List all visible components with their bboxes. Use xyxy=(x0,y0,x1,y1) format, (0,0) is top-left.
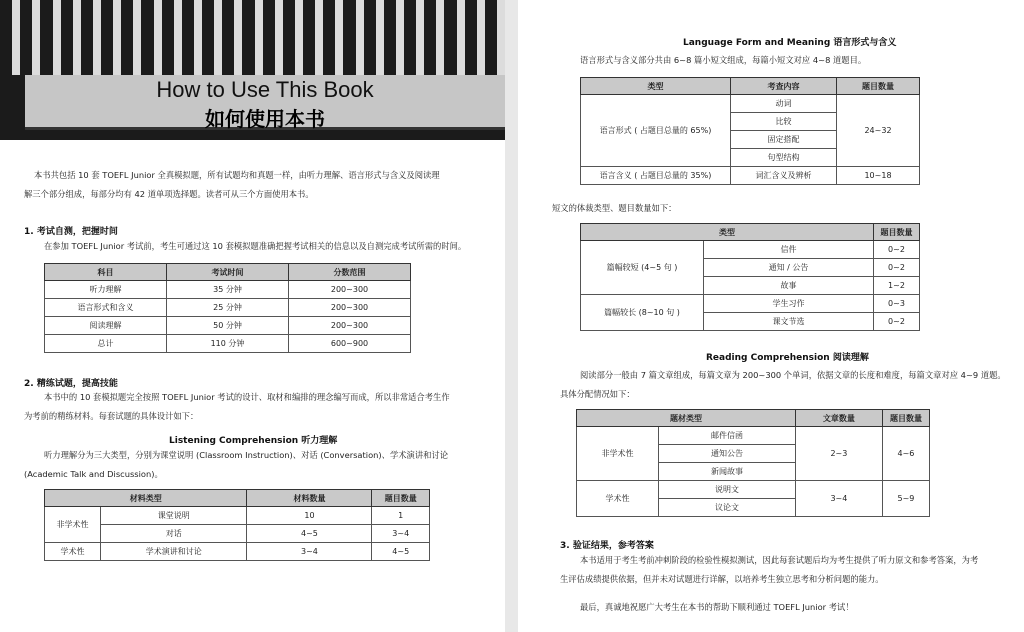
table-cell: 篇幅较短 (4~5 句 ) xyxy=(581,241,704,295)
listening-text: 听力理解分为三大类型，分别为课堂说明 (Classroom Instruction)、对话 (Conversation)、学术演讲和讨论 (Academic Talk and Discussion)。 xyxy=(24,450,449,479)
banner-stripes xyxy=(0,0,505,75)
table-cell: 4~5 xyxy=(247,525,372,543)
table-header: 考试时间 xyxy=(167,264,289,281)
table-cell: 动词 xyxy=(731,95,837,113)
language-form-table xyxy=(580,77,920,185)
table-cell: 50 分钟 xyxy=(167,317,289,335)
lfm-title: Language Form and Meaning 语言形式与含义 xyxy=(683,38,897,48)
table-cell: 非学术性 xyxy=(45,507,101,543)
table-row xyxy=(45,543,430,561)
reading-text: 阅读部分一般由 7 篇文章组成，每篇文章为 200~300 个单词，依据文章的长度和难度，每篇文章对应 4~9 道题。 具体分配情况如下： xyxy=(560,370,1006,399)
table-cell: 3~4 xyxy=(372,525,430,543)
table-cell: 10 xyxy=(247,507,372,525)
closing-text: 最后，真诚地祝愿广大考生在本书的帮助下顺利通过 TOEFL Junior 考试！ xyxy=(580,602,854,612)
table-cell: 200~300 xyxy=(289,281,411,299)
table-cell: 通知 / 公告 xyxy=(704,259,874,277)
section3-text: 本书适用于考生考前冲刺阶段的检验性模拟测试，因此每套试题后均为考生提供了听力原文和参考答案，为考 生评估成绩提供依据，但并未对试题进行详解，以培养考生独立思考和分析问题的能力。 xyxy=(560,555,979,584)
table-cell: 总计 xyxy=(45,335,167,353)
exam-time-table xyxy=(44,263,411,353)
book-title-en: How to Use This Book xyxy=(156,77,374,102)
table-header: 题目数量 xyxy=(837,78,920,95)
listening-title: Listening Comprehension 听力理解 xyxy=(169,436,338,446)
table-header: 题目数量 xyxy=(882,410,929,427)
table-cell: 阅读理解 xyxy=(45,317,167,335)
table-cell: 2~3 xyxy=(795,427,882,481)
table-cell: 说明文 xyxy=(659,481,796,499)
table-cell: 4~5 xyxy=(372,543,430,561)
genre-caption: 短文的体裁类型、题目数量如下： xyxy=(552,203,677,213)
table-cell: 200~300 xyxy=(289,317,411,335)
table-cell: 学术演讲和讨论 xyxy=(101,543,247,561)
table-cell: 学术性 xyxy=(45,543,101,561)
table-cell: 10~18 xyxy=(837,167,920,185)
table-header: 类型 xyxy=(581,78,731,95)
table-cell: 学生习作 xyxy=(704,295,874,313)
book-title-cn: 如何使用本书 xyxy=(205,107,325,131)
listening-table xyxy=(44,489,430,561)
table-row xyxy=(577,481,930,499)
table-cell: 200~300 xyxy=(289,299,411,317)
table-cell: 课文节选 xyxy=(704,313,874,331)
table-row xyxy=(581,295,920,313)
table-row xyxy=(581,241,920,259)
table-row xyxy=(581,167,920,185)
table-cell: 4~6 xyxy=(882,427,929,481)
table-row xyxy=(45,281,411,299)
table-row xyxy=(45,335,411,353)
section3-heading: 3. 验证结果，参考答案 xyxy=(560,541,654,551)
table-cell: 5~9 xyxy=(882,481,929,517)
table-header: 科目 xyxy=(45,264,167,281)
table-header: 考查内容 xyxy=(731,78,837,95)
table-header: 题目数量 xyxy=(372,490,430,507)
table-header: 文章数量 xyxy=(795,410,882,427)
table-cell: 25 分钟 xyxy=(167,299,289,317)
right-page xyxy=(518,0,1024,632)
table-header: 材料类型 xyxy=(45,490,247,507)
table-cell: 语言形式 ( 占题目总量的 65%) xyxy=(581,95,731,167)
table-cell: 听力理解 xyxy=(45,281,167,299)
title-bar xyxy=(25,75,505,130)
table-row xyxy=(577,427,930,445)
table-cell: 0~2 xyxy=(874,259,920,277)
table-cell: 3~4 xyxy=(795,481,882,517)
table-cell: 35 分钟 xyxy=(167,281,289,299)
table-row xyxy=(45,507,430,525)
lfm-text: 语言形式与含义部分共由 6~8 篇小短文组成，每篇小短文对应 4~8 道题目。 xyxy=(580,55,867,65)
table-cell: 固定搭配 xyxy=(731,131,837,149)
table-cell: 对话 xyxy=(101,525,247,543)
table-row xyxy=(45,317,411,335)
genre-table xyxy=(580,223,920,331)
table-cell: 词汇含义及辨析 xyxy=(731,167,837,185)
table-cell: 3~4 xyxy=(247,543,372,561)
table-cell: 新闻故事 xyxy=(659,463,796,481)
reading-title: Reading Comprehension 阅读理解 xyxy=(706,353,869,363)
reading-table xyxy=(576,409,930,517)
table-cell: 比较 xyxy=(731,113,837,131)
table-cell: 信件 xyxy=(704,241,874,259)
table-cell: 学术性 xyxy=(577,481,659,517)
section1-heading: 1. 考试自测，把握时间 xyxy=(24,227,118,237)
table-cell: 通知公告 xyxy=(659,445,796,463)
table-cell: 议论文 xyxy=(659,499,796,517)
table-cell: 篇幅较长 (8~10 句 ) xyxy=(581,295,704,331)
table-cell: 1~2 xyxy=(874,277,920,295)
table-cell: 110 分钟 xyxy=(167,335,289,353)
table-cell: 0~2 xyxy=(874,241,920,259)
table-cell: 句型结构 xyxy=(731,149,837,167)
table-cell: 1 xyxy=(372,507,430,525)
table-cell: 0~2 xyxy=(874,313,920,331)
table-row xyxy=(45,525,430,543)
title-banner xyxy=(0,0,505,140)
table-header: 题材类型 xyxy=(577,410,796,427)
table-header: 材料数量 xyxy=(247,490,372,507)
section2-heading: 2. 精练试题，提高技能 xyxy=(24,379,118,389)
table-cell: 非学术性 xyxy=(577,427,659,481)
table-row xyxy=(581,95,920,113)
table-row xyxy=(45,299,411,317)
table-header: 类型 xyxy=(581,224,874,241)
table-cell: 语言含义 ( 占题目总量的 35%) xyxy=(581,167,731,185)
section2-text: 本书中的 10 套模拟题完全按照 TOEFL Junior 考试的设计、取材和编排的理念编写而成，所以非常适合考生作 为考前的精练材料。每套试题的具体设计如下： xyxy=(24,392,450,421)
table-cell: 语言形式和含义 xyxy=(45,299,167,317)
table-header: 分数范围 xyxy=(289,264,411,281)
left-page xyxy=(0,0,505,632)
section1-text: 在参加 TOEFL Junior 考试前，考生可通过这 10 套模拟题准确把握考试相关的信息以及自测完成考试所需的时间。 xyxy=(44,241,467,251)
table-cell: 24~32 xyxy=(837,95,920,167)
table-cell: 课堂说明 xyxy=(101,507,247,525)
table-cell: 故事 xyxy=(704,277,874,295)
intro-text: 本书共包括 10 套 TOEFL Junior 全真模拟题，所有试题均和真题一样，由听力理解、语言形式与含义及阅读理 解三个部分组成，每部分均有 42 道单项选择题。读者可从三个方面使用本书。 xyxy=(24,170,440,199)
table-cell: 600~900 xyxy=(289,335,411,353)
table-cell: 0~3 xyxy=(874,295,920,313)
table-header: 题目数量 xyxy=(874,224,920,241)
table-cell: 邮件信函 xyxy=(659,427,796,445)
